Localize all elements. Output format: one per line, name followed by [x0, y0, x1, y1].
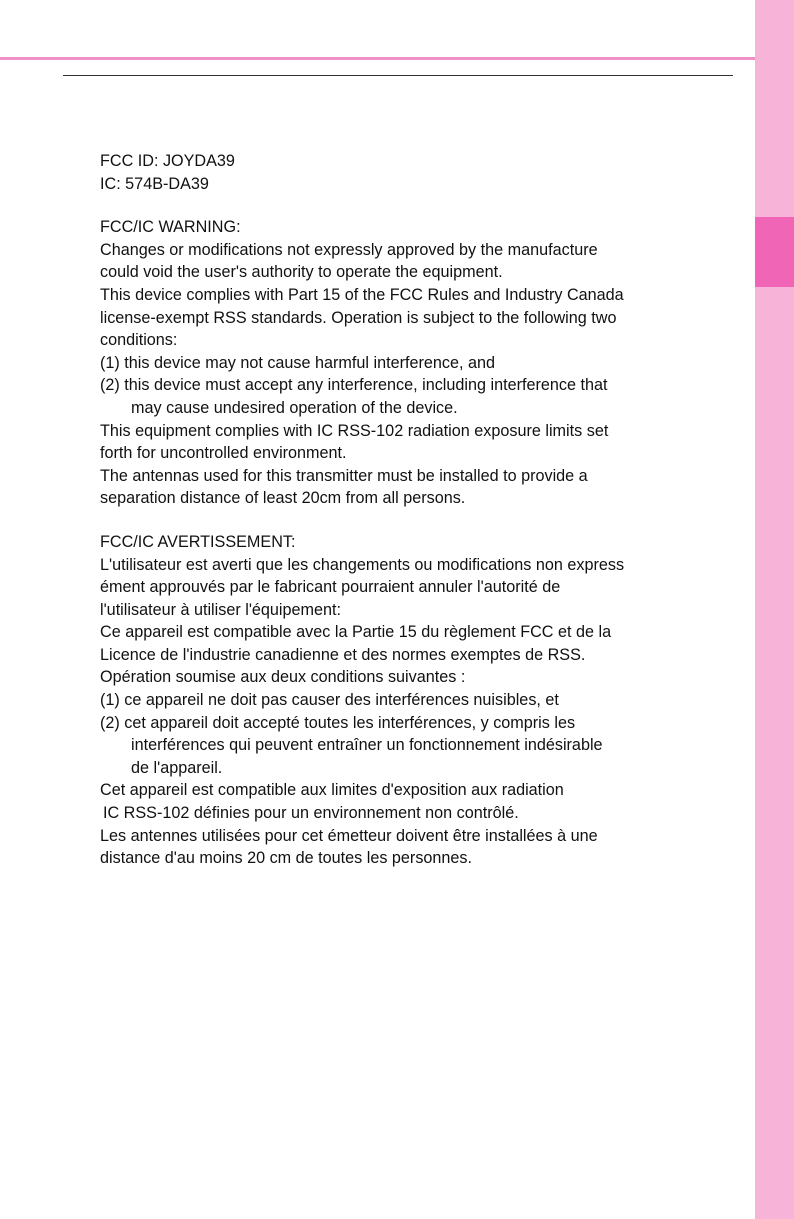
english-line: Changes or modifications not expressly approved by the manufacture: [100, 240, 598, 259]
side-thumb-tab: [755, 0, 794, 1219]
french-line: IC RSS-102 définies pour un environnement non contrôlé.: [103, 804, 519, 823]
french-line: ément approuvés par le fabricant pourraient annuler l'autorité de: [100, 578, 561, 597]
french-warning-section: [100, 531, 720, 870]
english-line: The antennas used for this transmitter must be installed to provide a: [100, 466, 588, 485]
english-condition-2-cont: may cause undesired operation of the device.: [131, 398, 458, 417]
english-line: could void the user's authority to operate the equipment.: [100, 263, 503, 282]
english-line: conditions:: [100, 331, 178, 350]
english-condition-1: (1) this device may not cause harmful interference, and: [100, 353, 495, 372]
french-line: Les antennes utilisées pour cet émetteur doivent être installées à une: [100, 826, 598, 845]
ic-id: IC: 574B-DA39: [100, 174, 209, 193]
english-line: This device complies with Part 15 of the FCC Rules and Industry Canada: [100, 285, 624, 304]
english-heading: FCC/IC WARNING:: [100, 218, 241, 237]
device-ids: [100, 150, 720, 195]
french-condition-2-cont: interférences qui peuvent entraîner un fonctionnement indésirable: [131, 736, 603, 755]
regulatory-text: [100, 150, 720, 891]
french-condition-2: (2) cet appareil doit accepté toutes les interférences, y compris les: [100, 713, 576, 732]
french-heading: FCC/IC AVERTISSEMENT:: [100, 532, 296, 551]
french-line: Opération soumise aux deux conditions suivantes :: [100, 668, 466, 687]
french-condition-2-cont: de l'appareil.: [131, 758, 223, 777]
header-divider: [63, 75, 733, 76]
french-line: L'utilisateur est averti que les changements ou modifications non express: [100, 555, 625, 574]
english-line: forth for uncontrolled environment.: [100, 444, 347, 463]
french-line: Cet appareil est compatible aux limites d'exposition aux radiation: [100, 781, 564, 800]
english-line: separation distance of least 20cm from all persons.: [100, 489, 466, 508]
french-condition-1: (1) ce appareil ne doit pas causer des interférences nuisibles, et: [100, 691, 559, 710]
french-line: distance d'au moins 20 cm de toutes les personnes.: [100, 849, 473, 868]
french-line: Licence de l'industrie canadienne et des normes exemptes de RSS.: [100, 645, 586, 664]
english-condition-2: (2) this device must accept any interference, including interference that: [100, 376, 608, 395]
side-section-marker: [755, 217, 794, 287]
french-line: Ce appareil est compatible avec la Partie 15 du règlement FCC et de la: [100, 623, 612, 642]
english-line: license-exempt RSS standards. Operation is subject to the following two: [100, 308, 617, 327]
fcc-id: FCC ID: JOYDA39: [100, 152, 235, 170]
header-pink-rule: [0, 57, 755, 60]
english-line: This equipment complies with IC RSS-102 radiation exposure limits set: [100, 421, 609, 440]
english-warning-section: [100, 216, 720, 510]
french-line: l'utilisateur à utiliser l'équipement:: [100, 600, 342, 619]
